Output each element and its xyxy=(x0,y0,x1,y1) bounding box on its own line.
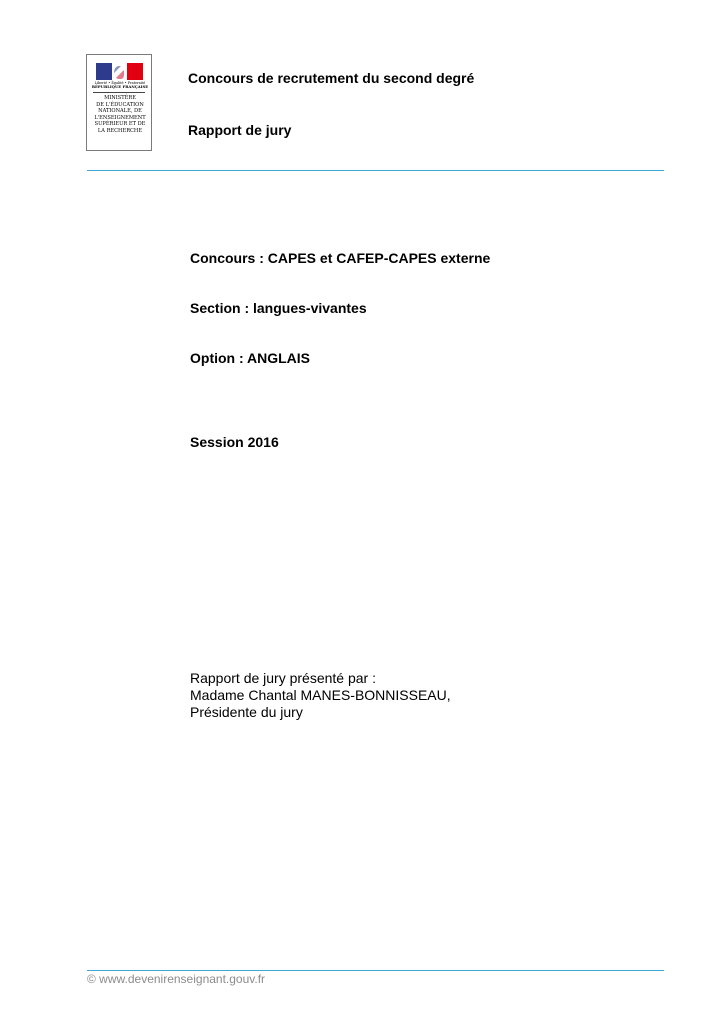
ministry-line: LA RECHERCHE xyxy=(97,127,143,134)
session-line: Session 2016 xyxy=(190,434,279,450)
footer-divider xyxy=(87,970,664,971)
ministry-line: NATIONALE, DE xyxy=(98,108,142,114)
concours-line: Concours : CAPES et CAFEP-CAPES externe xyxy=(190,250,491,266)
logo-motto: Liberté • Égalité • Fraternité xyxy=(94,81,146,85)
presenter-name: Madame Chantal MANES-BONNISSEAU, xyxy=(190,687,451,703)
presenter-block xyxy=(190,670,451,721)
ministry-line: MINISTÈRE xyxy=(104,95,136,101)
ministry-logo xyxy=(86,54,152,151)
document-subtitle: Rapport de jury xyxy=(188,122,292,138)
section-line: Section : langues-vivantes xyxy=(190,300,367,316)
ministry-line: SUPÉRIEUR ET DE xyxy=(94,121,146,127)
logo-republic: RÉPUBLIQUE FRANÇAISE xyxy=(91,84,149,89)
french-flag-icon xyxy=(96,63,143,80)
logo-ministry-name xyxy=(90,95,150,134)
option-line: Option : ANGLAIS xyxy=(190,350,311,366)
ministry-line: DE L'ÉDUCATION xyxy=(96,101,144,108)
logo-divider xyxy=(93,92,145,93)
footer-copyright: © www.devenirenseignant.gouv.fr xyxy=(87,972,266,986)
presenter-role: Présidente du jury xyxy=(190,704,303,720)
presenter-intro: Rapport de jury présenté par : xyxy=(190,670,376,686)
ministry-line: L'ENSEIGNEMENT xyxy=(94,114,146,121)
document-title: Concours de recrutement du second degré xyxy=(188,70,475,86)
header-divider xyxy=(87,170,664,171)
